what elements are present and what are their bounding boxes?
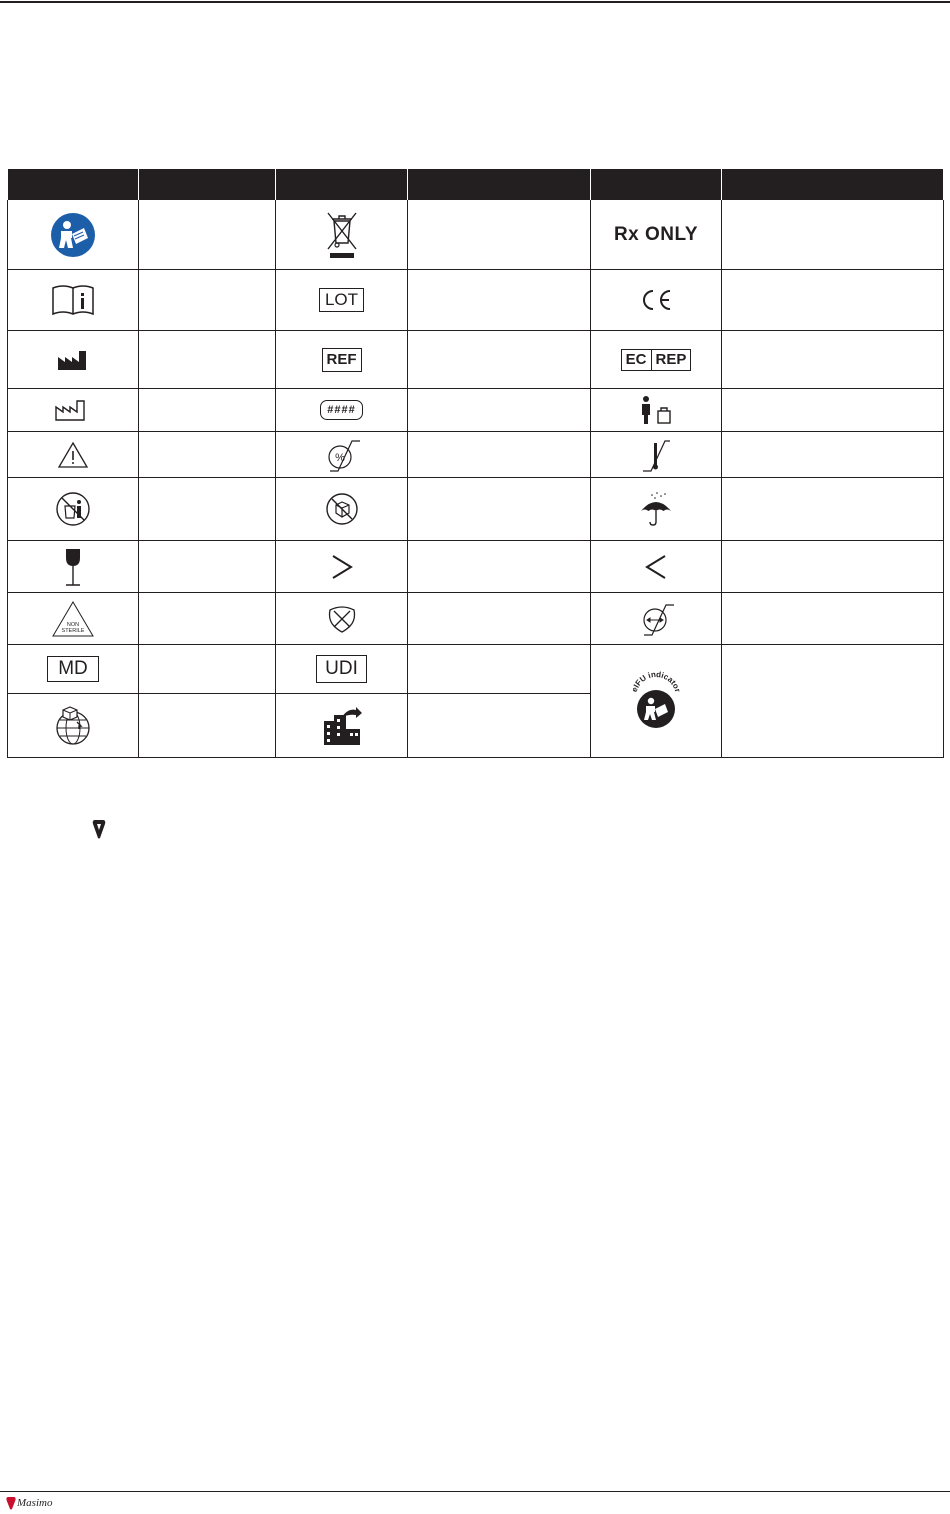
importer-globe-icon <box>53 706 93 746</box>
table-row <box>8 389 944 432</box>
bottom-rule <box>0 1491 950 1492</box>
latex-free-icon <box>327 604 357 634</box>
eifu-indicator-icon <box>628 671 684 731</box>
symbol-cell <box>8 478 139 541</box>
description-cell <box>139 593 276 645</box>
masimo-mark-icon <box>92 819 106 839</box>
description-cell <box>139 200 276 270</box>
symbol-cell <box>276 270 408 331</box>
symbol-cell <box>276 694 408 758</box>
symbol-cell <box>276 200 408 270</box>
description-cell <box>722 478 944 541</box>
greater-than-icon <box>330 554 354 580</box>
table-row <box>8 541 944 593</box>
humidity-limitation-icon <box>322 437 362 473</box>
top-rule <box>0 1 950 3</box>
ref-label: REF <box>322 348 362 372</box>
symbol-cell <box>8 270 139 331</box>
symbol-cell <box>591 389 722 432</box>
description-cell <box>139 331 276 389</box>
symbol-cell <box>8 694 139 758</box>
description-cell <box>139 270 276 331</box>
manufacturer-icon <box>57 349 89 371</box>
description-cell <box>408 432 591 478</box>
description-cell <box>722 593 944 645</box>
no-trash-icon <box>54 490 92 528</box>
svg-text:NON: NON <box>66 621 80 628</box>
consult-instructions-icon <box>51 284 95 316</box>
table-row <box>8 478 944 541</box>
caution-icon <box>57 441 89 469</box>
description-cell <box>139 541 276 593</box>
header-symbol-3 <box>591 169 722 200</box>
description-cell <box>722 331 944 389</box>
symbol-cell <box>8 389 139 432</box>
description-cell <box>408 331 591 389</box>
symbol-cell <box>276 593 408 645</box>
udi-label: UDI <box>316 655 367 683</box>
symbol-cell <box>591 270 722 331</box>
keep-dry-icon <box>638 491 674 527</box>
less-than-icon <box>644 554 668 580</box>
header-description-1 <box>139 169 276 200</box>
patient-weight-icon <box>636 395 676 425</box>
table-row <box>8 432 944 478</box>
description-cell <box>139 694 276 758</box>
symbols-table <box>7 169 944 758</box>
svg-text:STERILE: STERILE <box>61 627 85 634</box>
svg-text:eIFU indicator: eIFU indicator <box>629 671 683 694</box>
symbol-cell <box>8 432 139 478</box>
description-cell <box>722 645 944 758</box>
symbol-cell <box>276 432 408 478</box>
description-cell <box>139 478 276 541</box>
symbol-cell <box>591 331 722 389</box>
symbol-cell <box>276 331 408 389</box>
table-header <box>8 169 944 200</box>
description-cell <box>722 200 944 270</box>
non-sterile-icon <box>51 600 95 638</box>
description-cell <box>722 270 944 331</box>
footer-brand: Masimo <box>17 1497 53 1509</box>
table-row <box>8 200 944 270</box>
symbol-cell <box>591 478 722 541</box>
weee-bin-icon <box>325 209 359 261</box>
ec-rep-label: EC REP <box>621 349 692 371</box>
description-cell <box>408 593 591 645</box>
svg-text:%: % <box>334 451 345 464</box>
atmospheric-pressure-icon <box>636 601 676 637</box>
table-row <box>8 593 944 645</box>
header-symbol-1 <box>8 169 139 200</box>
description-cell <box>722 389 944 432</box>
lot-label: LOT <box>319 288 364 312</box>
description-cell <box>408 270 591 331</box>
description-cell <box>139 389 276 432</box>
header-symbol-2 <box>276 169 408 200</box>
table-row <box>8 645 944 694</box>
symbol-cell <box>591 645 722 758</box>
distributor-icon <box>320 705 364 747</box>
symbol-cell <box>591 200 722 270</box>
description-cell <box>408 645 591 694</box>
symbol-cell <box>276 541 408 593</box>
description-cell <box>139 645 276 694</box>
table-row <box>8 270 944 331</box>
date-of-manufacture-icon <box>55 399 91 421</box>
masimo-logo-icon <box>6 1496 16 1510</box>
medical-device-label: MD <box>47 656 99 682</box>
symbol-cell <box>8 331 139 389</box>
symbol-cell <box>8 200 139 270</box>
rx-only-label: Rx ONLY <box>613 223 699 245</box>
footer-logo <box>6 1496 52 1510</box>
symbol-cell <box>276 389 408 432</box>
description-cell <box>408 541 591 593</box>
symbol-cell <box>8 541 139 593</box>
description-cell <box>722 541 944 593</box>
ce-mark-shape <box>639 288 673 312</box>
symbol-cell <box>591 593 722 645</box>
symbol-cell <box>276 478 408 541</box>
symbol-cell <box>8 593 139 645</box>
description-cell <box>408 694 591 758</box>
symbol-cell <box>276 645 408 694</box>
header-description-2 <box>408 169 591 200</box>
symbol-cell <box>8 645 139 694</box>
header-description-3 <box>722 169 944 200</box>
description-cell <box>408 200 591 270</box>
fragile-icon <box>59 547 87 587</box>
description-cell <box>408 478 591 541</box>
table-row <box>8 331 944 389</box>
follow-instructions-icon <box>50 212 96 258</box>
serial-number-label: #### <box>320 400 362 420</box>
description-cell <box>139 432 276 478</box>
symbol-cell <box>591 541 722 593</box>
description-cell <box>722 432 944 478</box>
symbol-cell <box>591 432 722 478</box>
temperature-limitation-icon <box>641 437 671 473</box>
description-cell <box>408 389 591 432</box>
do-not-use-if-damaged-icon <box>324 491 360 527</box>
